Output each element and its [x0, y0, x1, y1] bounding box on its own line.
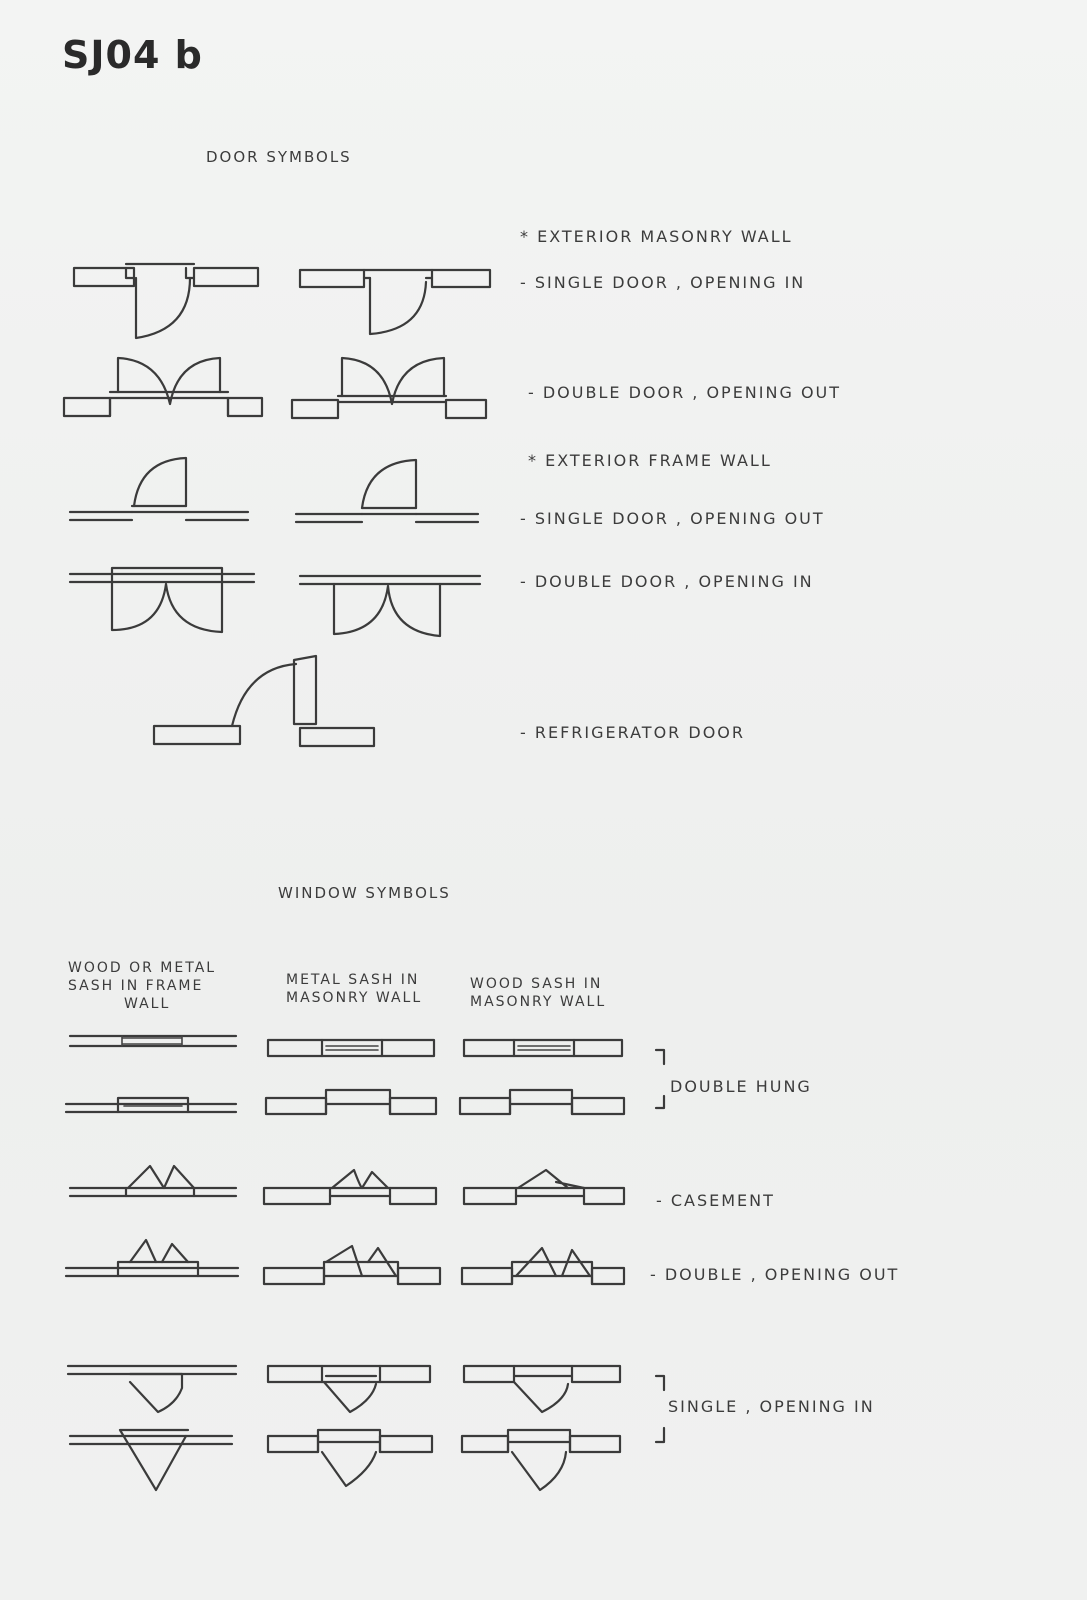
symbol-single-in-metal-a: [268, 1366, 430, 1412]
symbol-double-door-in-frame-a: [70, 568, 254, 632]
door-label-single-in: - SINGLE DOOR , OPENING IN: [520, 273, 806, 292]
col-frame-line2: SASH IN FRAME: [68, 978, 204, 994]
symbol-single-door-out-frame-b: [296, 460, 478, 522]
symbol-double-hung-frame-b: [66, 1098, 236, 1112]
col-wood-line2: MASONRY WALL: [470, 994, 607, 1010]
symbol-single-in-metal-b: [268, 1430, 432, 1486]
symbol-double-hung-metal-b: [266, 1090, 436, 1114]
symbol-single-in-wood-b: [462, 1430, 620, 1490]
col-frame-line3: WALL: [124, 996, 171, 1012]
door-label-single-out: - SINGLE DOOR , OPENING OUT: [520, 509, 825, 528]
symbol-double-out-frame: [66, 1240, 238, 1276]
window-label-single-in: SINGLE , OPENING IN: [668, 1397, 875, 1416]
symbol-single-in-frame-a: [68, 1366, 236, 1412]
symbol-double-hung-metal-a: [268, 1040, 434, 1056]
window-symbols-heading: WINDOW SYMBOLS: [278, 884, 451, 902]
door-symbols-heading: DOOR SYMBOLS: [206, 148, 352, 166]
symbol-double-hung-frame-a: [70, 1036, 236, 1046]
window-label-double-hung: DOUBLE HUNG: [670, 1077, 812, 1096]
col-frame-line1: WOOD OR METAL: [68, 960, 217, 976]
col-wood-line1: WOOD SASH IN: [470, 976, 603, 992]
window-label-casement: - CASEMENT: [656, 1191, 775, 1210]
col-metal-line1: METAL SASH IN: [286, 972, 420, 988]
col-metal-line2: MASONRY WALL: [286, 990, 423, 1006]
door-label-double-in: - DOUBLE DOOR , OPENING IN: [520, 572, 814, 591]
symbol-double-out-wood: [462, 1248, 624, 1284]
symbol-double-hung-wood-b: [460, 1090, 624, 1114]
bracket-double-hung: [656, 1050, 664, 1108]
page-title: SJ04 b: [62, 33, 203, 77]
bracket-single-in: [656, 1376, 664, 1442]
symbol-casement-frame: [70, 1166, 236, 1196]
symbol-casement-metal: [264, 1170, 436, 1204]
symbol-double-door-in-frame-b: [300, 576, 480, 636]
door-label-double-out: - DOUBLE DOOR , OPENING OUT: [528, 383, 842, 402]
door-label-masonry-group: * EXTERIOR MASONRY WALL: [520, 227, 793, 246]
symbol-casement-wood: [464, 1170, 624, 1204]
symbol-double-out-metal: [264, 1246, 440, 1284]
door-label-frame-group: * EXTERIOR FRAME WALL: [528, 451, 772, 470]
symbol-single-in-frame-b: [70, 1430, 232, 1490]
symbol-single-door-in-masonry-b: [300, 270, 490, 334]
window-label-double-out: - DOUBLE , OPENING OUT: [650, 1265, 900, 1284]
symbol-single-door-out-frame-a: [70, 458, 248, 520]
symbol-single-in-wood-a: [464, 1366, 620, 1412]
symbol-double-door-out-masonry-b: [292, 358, 486, 418]
symbol-double-hung-wood-a: [464, 1040, 622, 1056]
symbol-double-door-out-masonry-a: [64, 358, 262, 416]
symbol-single-door-in-masonry-a: [74, 264, 258, 338]
symbol-refrigerator-door: [154, 656, 374, 746]
door-label-refrigerator: - REFRIGERATOR DOOR: [520, 723, 745, 742]
